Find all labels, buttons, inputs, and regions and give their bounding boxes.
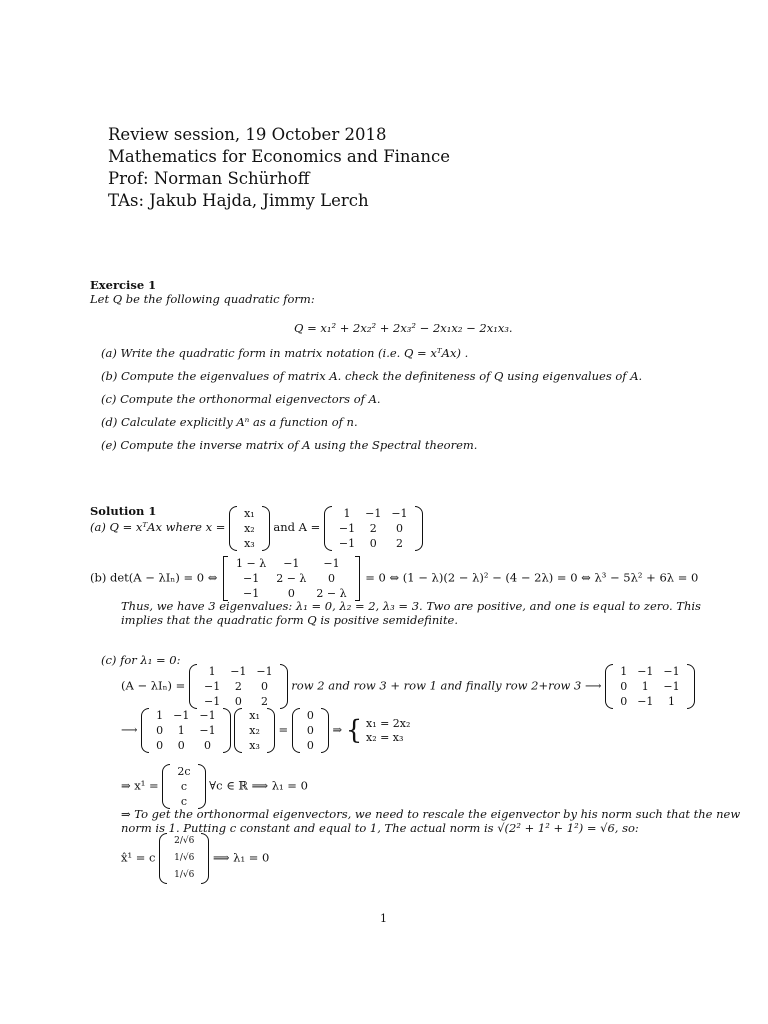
header-line-1: Review session, 19 October 2018 bbox=[108, 125, 387, 144]
matrix-a-entry: 0 bbox=[395, 521, 403, 535]
matrix-entry: −1 bbox=[663, 680, 680, 693]
matrix-entry: −1 bbox=[637, 665, 654, 678]
arrow: ⟶ bbox=[121, 722, 138, 737]
matrix-entry: −1 bbox=[663, 665, 680, 678]
reduced-matrix bbox=[605, 664, 694, 709]
x-vector-entry: x₁ bbox=[244, 506, 255, 520]
matrix-entry: 0 bbox=[156, 724, 164, 737]
matrix-a-entry: −1 bbox=[338, 521, 356, 535]
matrix-entry: 0 bbox=[203, 739, 211, 752]
eigvec bbox=[162, 764, 205, 809]
vector-entry: 2/√6 bbox=[174, 836, 195, 846]
char-matrix-entry: 2 − λ bbox=[316, 587, 347, 600]
norm-suffix: ⟹ λ₁ = 0 bbox=[213, 850, 270, 865]
header-line-3: Prof: Norman Schürhoff bbox=[108, 169, 310, 188]
header-line-4: TAs: Jakub Hajda, Jimmy Lerch bbox=[108, 191, 369, 210]
vector-entry: 0 bbox=[306, 739, 314, 752]
solution-c-prefix: (c) for λ₁ = 0: bbox=[101, 653, 181, 667]
matrix-entry: 1 bbox=[641, 680, 649, 693]
vector-entry: x₂ bbox=[249, 724, 260, 737]
x-vector bbox=[229, 506, 270, 551]
matrix-entry: 1 bbox=[177, 724, 185, 737]
solution-c-norm-row bbox=[121, 833, 269, 884]
matrix-a-entry: 0 bbox=[369, 536, 377, 550]
char-matrix-entry: 2 − λ bbox=[276, 572, 307, 585]
brace-icon: { bbox=[345, 715, 363, 746]
solution-b-suffix: = 0 ⇔ (1 − λ)(2 − λ)² − (4 − 2λ) = 0 ⇔ λ³ − 5λ² + 6λ = 0 bbox=[365, 570, 699, 585]
matrix-a bbox=[324, 506, 423, 551]
header-line-2: Mathematics for Economics and Finance bbox=[108, 147, 451, 166]
vector-entry: 2c bbox=[177, 765, 191, 778]
solution-b-text-1: Thus, we have 3 eigenvalues: λ₁ = 0, λ₂ = 2, λ₃ = 3. Two are positive, and one is equal to zero. This bbox=[121, 599, 701, 613]
matrix-a-entry: −1 bbox=[365, 506, 382, 520]
matrix-entry: −1 bbox=[199, 709, 216, 722]
matrix-entry: 0 bbox=[177, 739, 185, 752]
solution-a-prefix: (a) Q = xᵀAx where x = bbox=[90, 520, 226, 534]
matrix-entry: 1 bbox=[668, 695, 676, 708]
matrix-entry: 0 bbox=[156, 739, 164, 752]
char-matrix-entry: 1 − λ bbox=[236, 557, 267, 570]
exercise-item-c: (c) Compute the orthonormal eigenvectors of A. bbox=[101, 392, 381, 406]
solution-c-row1 bbox=[121, 664, 695, 709]
x-vector-entry: x₃ bbox=[244, 536, 255, 550]
char-matrix-entry: −1 bbox=[243, 587, 260, 600]
exercise-intro: Let Q be the following quadratic form: bbox=[90, 292, 315, 306]
matrix-entry: 2 bbox=[234, 680, 242, 693]
matrix-entry: −1 bbox=[256, 665, 273, 678]
matrix-entry: 0 bbox=[620, 680, 628, 693]
matrix-entry: −1 bbox=[173, 709, 190, 722]
solution-c-text-1: ⇒ To get the orthonormal eigenvectors, we need to rescale the eigenvector by his norm such that the new bbox=[121, 807, 741, 821]
vector-entry: 1/√6 bbox=[174, 870, 195, 880]
vector-entry: 1/√6 bbox=[174, 853, 195, 863]
solution-b-prefix: (b) det(A − λIₙ) = 0 ⇔ bbox=[90, 570, 218, 585]
norm-prefix: x̂¹ = c bbox=[121, 850, 156, 865]
matrix-a-copy bbox=[189, 664, 288, 709]
eigvec-suffix: ∀c ∈ ℝ ⟹ λ₁ = 0 bbox=[209, 778, 308, 793]
normalized-eigvec bbox=[159, 833, 209, 884]
solution-title: Solution 1 bbox=[90, 504, 157, 518]
char-matrix-entry: −1 bbox=[323, 557, 340, 570]
exercise-title: Exercise 1 bbox=[90, 278, 157, 292]
solution-c-row2 bbox=[121, 708, 410, 753]
char-matrix bbox=[221, 556, 362, 601]
matrix-entry: −1 bbox=[230, 665, 247, 678]
matrix-a-entry: 2 bbox=[395, 536, 403, 550]
solution-b-row bbox=[90, 556, 698, 601]
exercise-formula: Q = x₁² + 2x₂² + 2x₃² − 2x₁x₂ − 2x₁x₃. bbox=[294, 321, 513, 335]
matrix-entry: 0 bbox=[620, 695, 628, 708]
equals: = bbox=[278, 722, 289, 737]
matrix-entry: 1 bbox=[156, 709, 164, 722]
matrix-entry: −1 bbox=[203, 680, 221, 693]
matrix-entry: −1 bbox=[203, 695, 221, 708]
eigvec-prefix: ⇒ x¹ = bbox=[121, 778, 159, 793]
solution-c-eigvec-row bbox=[121, 764, 308, 809]
exercise-item-b: (b) Compute the eigenvalues of matrix A. check the definiteness of Q using eigenvalues of A. bbox=[101, 369, 643, 383]
solution-c-text-2: norm is 1. Putting c constant and equal to 1, The actual norm is √(2² + 1² + 1²) = √6, so: bbox=[121, 821, 639, 835]
system-eq-1: x₁ = 2x₂ bbox=[365, 716, 411, 730]
matrix-entry: 0 bbox=[234, 695, 242, 708]
matrix-entry: 0 bbox=[261, 680, 269, 693]
solution-a-and: and A = bbox=[273, 520, 321, 534]
implies: ⇒ bbox=[332, 722, 343, 737]
matrix-entry: −1 bbox=[199, 724, 216, 737]
vector-entry: x₁ bbox=[249, 709, 260, 722]
matrix-entry: 1 bbox=[208, 665, 216, 678]
vector-entry: 0 bbox=[306, 709, 314, 722]
vector-entry: c bbox=[180, 795, 188, 808]
zero-vector bbox=[292, 708, 329, 753]
echelon-matrix bbox=[141, 708, 230, 753]
matrix-entry: −1 bbox=[637, 695, 654, 708]
equation-system bbox=[366, 717, 410, 745]
vector-entry: c bbox=[180, 780, 188, 793]
solution-a-row bbox=[90, 502, 423, 551]
x-vector-entry: x₂ bbox=[244, 521, 255, 535]
matrix-a-entry: 2 bbox=[369, 521, 377, 535]
exercise-item-d: (d) Calculate explicitly Aⁿ as a function of n. bbox=[101, 415, 358, 429]
matrix-entry: 2 bbox=[261, 695, 269, 708]
exercise-item-e: (e) Compute the inverse matrix of A using the Spectral theorem. bbox=[101, 438, 478, 452]
page-number: 1 bbox=[380, 912, 387, 925]
matrix-entry: 1 bbox=[620, 665, 628, 678]
solution-c-lhs: (A − λIₙ) = bbox=[121, 678, 186, 693]
char-matrix-entry: −1 bbox=[243, 572, 260, 585]
x-vector-copy bbox=[234, 708, 275, 753]
vector-entry: x₃ bbox=[249, 739, 260, 752]
matrix-a-entry: −1 bbox=[391, 506, 408, 520]
matrix-a-entry: −1 bbox=[338, 536, 356, 550]
solution-b-text-2: implies that the quadratic form Q is positive semidefinite. bbox=[121, 613, 459, 627]
char-matrix-entry: 0 bbox=[287, 587, 295, 600]
system-eq-2: x₂ = x₃ bbox=[365, 730, 404, 744]
matrix-a-entry: 1 bbox=[343, 506, 351, 520]
char-matrix-entry: −1 bbox=[283, 557, 300, 570]
char-matrix-entry: 0 bbox=[328, 572, 335, 585]
exercise-item-a: (a) Write the quadratic form in matrix notation (i.e. Q = xᵀAx) . bbox=[101, 346, 469, 360]
vector-entry: 0 bbox=[306, 724, 314, 737]
solution-c-ops: row 2 and row 3 + row 1 and finally row 2+row 3 ⟶ bbox=[291, 678, 602, 693]
